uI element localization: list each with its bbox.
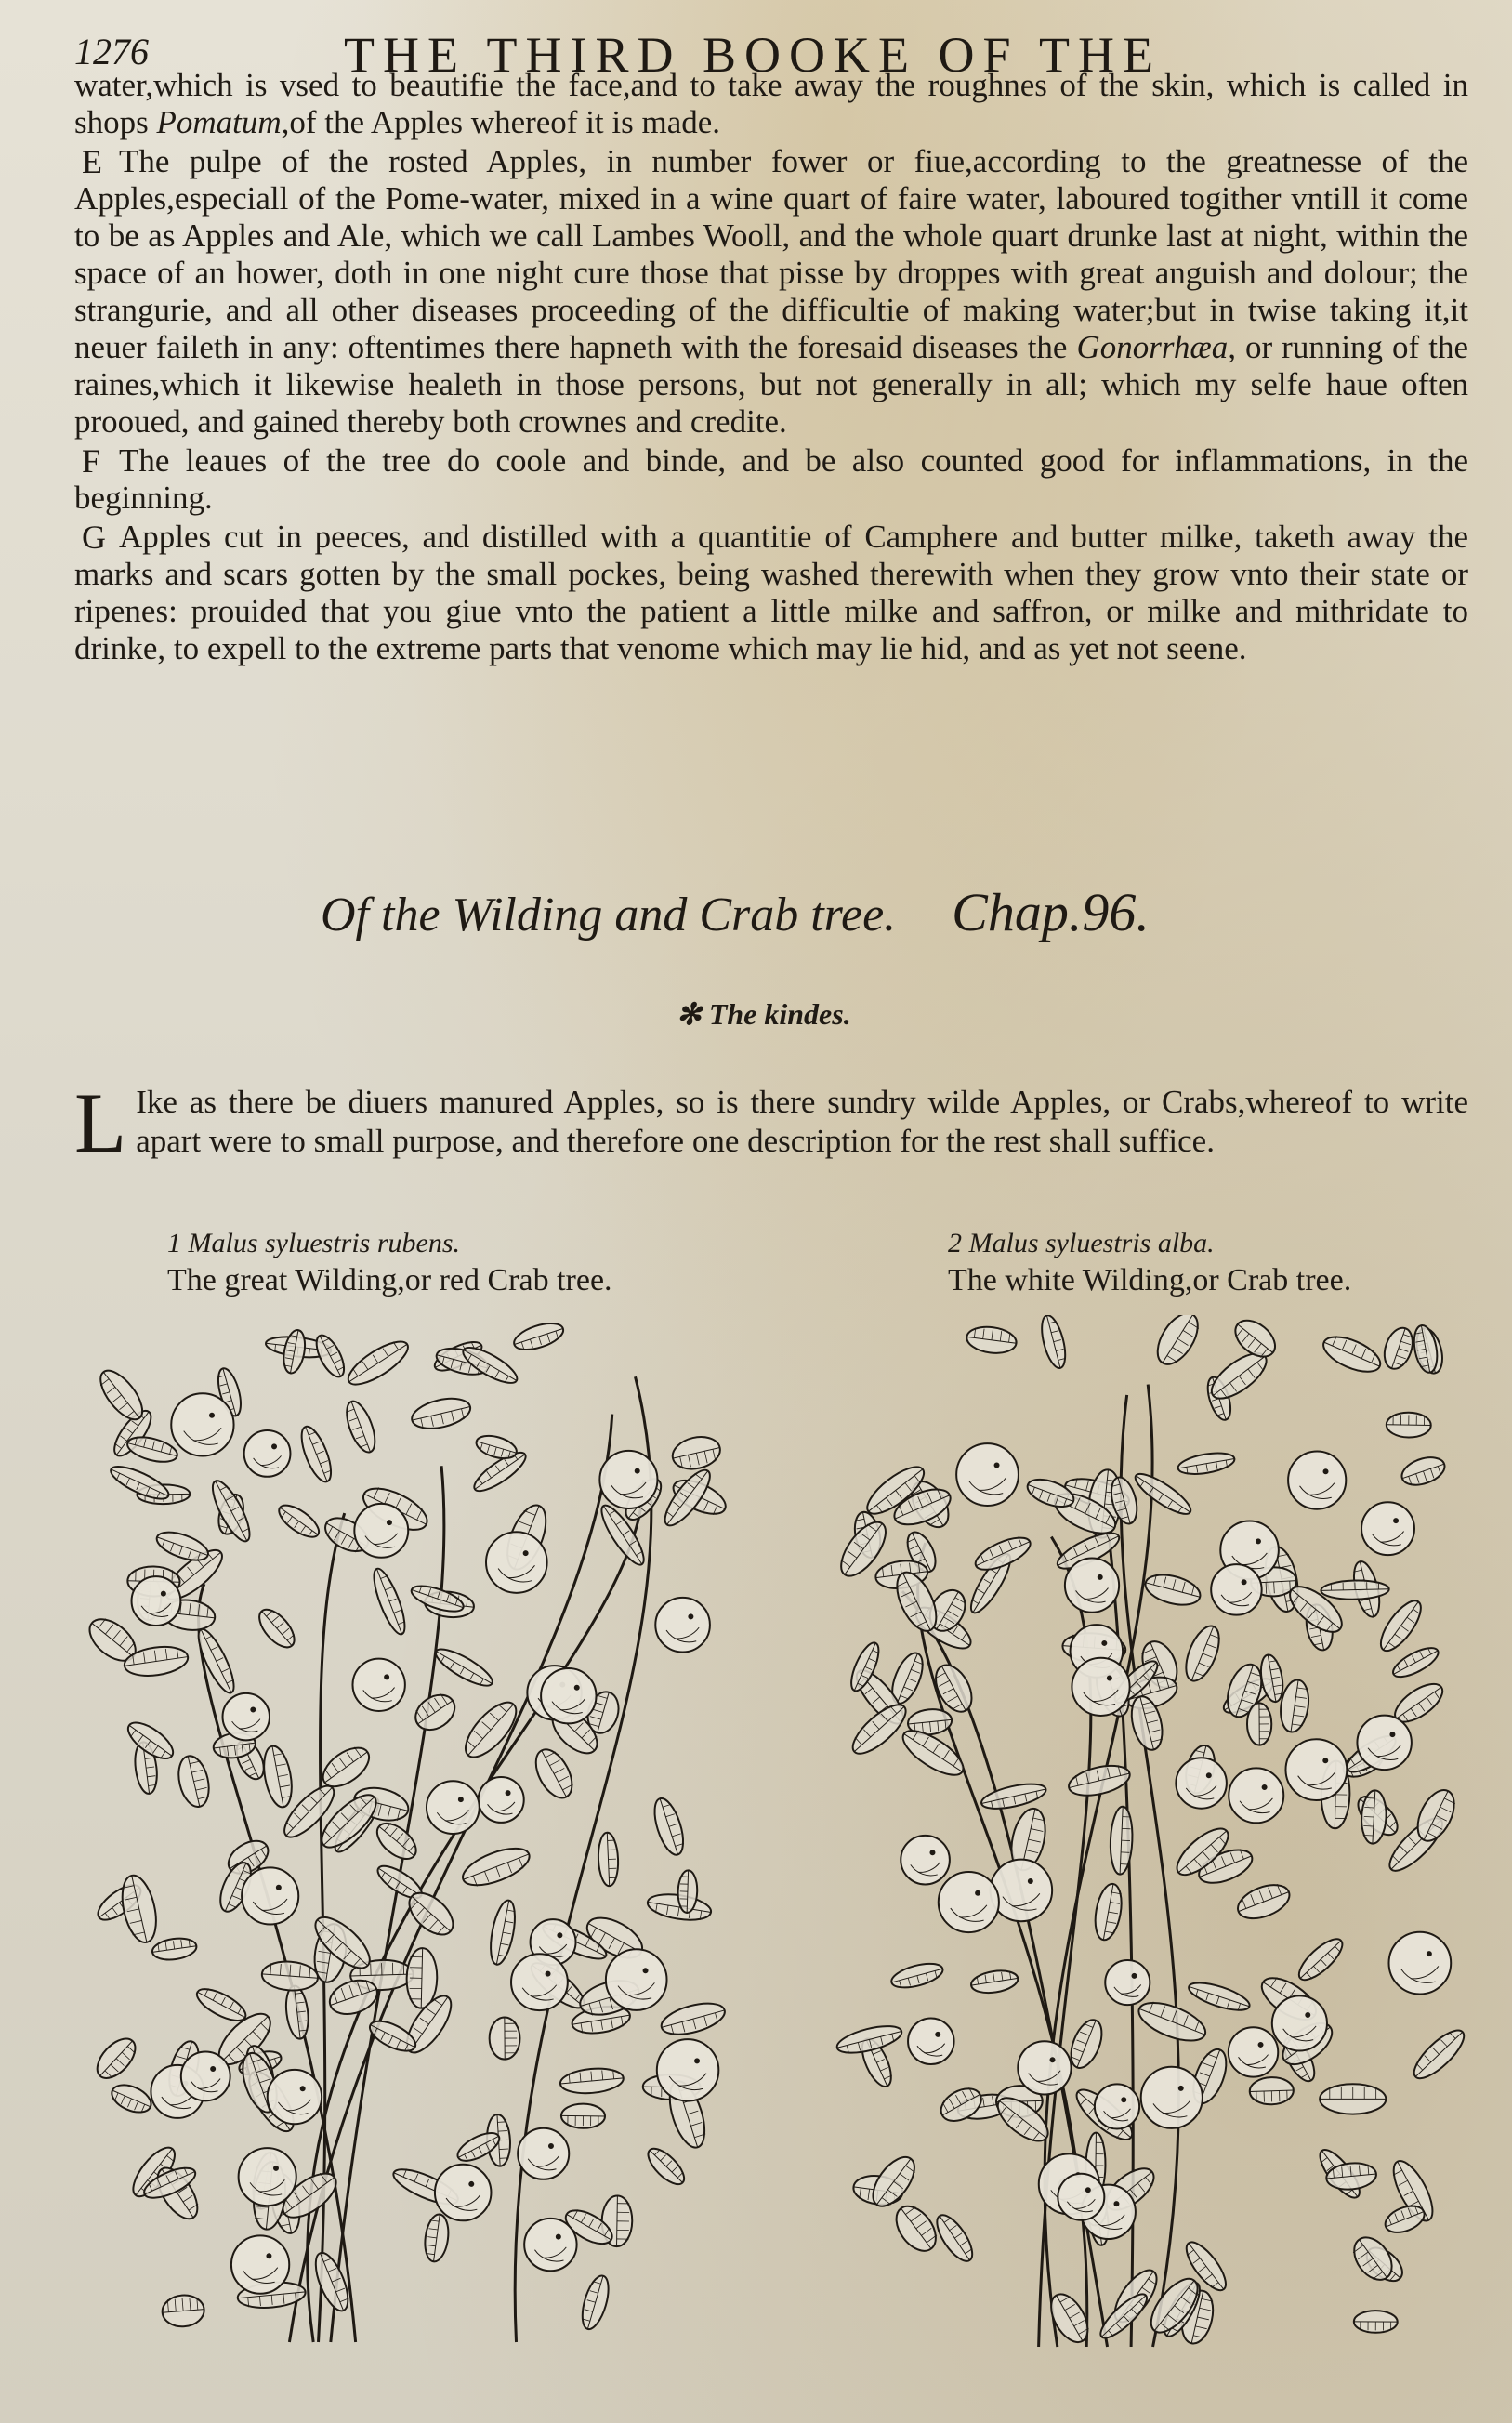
intro-text: Ike as there be diuers manured Apples, so is there sundry wilde Apples, or Crabs,whereof to write apart were to small purpose, and therefore one description for the rest shall suffice. bbox=[136, 1084, 1468, 1159]
figure-1-latin-name: 1 Malus syluestris rubens. bbox=[167, 1228, 460, 1258]
figure-2-woodcut bbox=[832, 1315, 1473, 2365]
margin-letter-e: E bbox=[82, 143, 102, 180]
chapter-heading bbox=[321, 881, 1250, 943]
paragraph-e: E The pulpe of the rosted Apples, in number fower or fiue,according to the greatnesse of the Apples,especiall of the Pome-water, mixed in a wine quart of faire water, laboured togither vntill it come to be as Apples and Ale, which we call Lambes Wooll, and the whole quart drunke last at night, within the space of an hower, doth in one night cure those that pisse by droppes with great anguish and dolour; the strangurie, and all other diseases proceeding of the difficultie of making water;but in twise taking it,it neuer faileth in any: oftentimes there hapneth with the foresaid diseases the Gonorrhæa, or running of the raines,which it likewise healeth in those persons, but not generally in all; which my selfe haue often prooued, and gained thereby both crownes and credite. bbox=[74, 143, 1468, 441]
figure-2-caption bbox=[948, 1225, 1351, 1299]
running-title: THE THIRD BOOKE OF THE bbox=[344, 27, 1162, 83]
chapter-number: Chap.96. bbox=[952, 882, 1150, 942]
figure-1-woodcut bbox=[84, 1301, 743, 2361]
page-number: 1276 bbox=[74, 31, 149, 72]
paragraph-f: F The leaues of the tree do coole and binde, and be also counted good for inflammations, in the beginning. bbox=[74, 442, 1468, 517]
figure-1-caption bbox=[167, 1225, 612, 1299]
margin-letter-f: F bbox=[82, 442, 101, 480]
figure-2-english-name: The white Wilding,or Crab tree. bbox=[948, 1263, 1352, 1297]
figure-1-english-name: The great Wilding,or red Crab tree. bbox=[167, 1263, 612, 1297]
paragraph-g: G Apples cut in peeces, and distilled with a quantitie of Camphere and butter milke, taketh away the marks and scars gotten by the small pockes, being washed therewith when they grow vnto their state or ripenes: prouided that you giue vnto the patient a little milke and saffron, or milke and mithridate to drinke, to expell to the extreme parts that venome which may lie hid, and as yet not seene. bbox=[74, 519, 1468, 667]
chapter-title: Of the Wilding and Crab tree. bbox=[321, 889, 897, 942]
kinds-heading: ✻ The kindes. bbox=[677, 997, 851, 1031]
margin-letter-g: G bbox=[82, 519, 106, 556]
figure-2-latin-name: 2 Malus syluestris alba. bbox=[948, 1228, 1215, 1258]
paragraph-continuation: water,which is vsed to beautifie the face,and to take away the roughnes of the skin, which is called in shops Pomatum,of the Apples whereof it is made. bbox=[74, 67, 1468, 140]
drop-cap: L bbox=[74, 1075, 127, 1170]
intro-paragraph bbox=[74, 1075, 1468, 1170]
body-text bbox=[74, 67, 1468, 669]
